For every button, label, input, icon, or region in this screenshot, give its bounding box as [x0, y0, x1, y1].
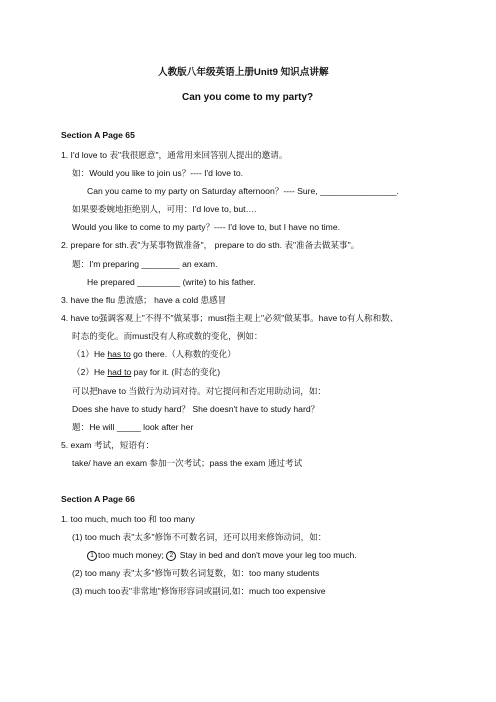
- point-2-question-1-start: 题：I'm preparing: [72, 259, 140, 269]
- point-1-example-2: Can you came to my party on Saturday afternoon？---- Sure, ________________.: [87, 186, 399, 196]
- circled-number-2: 2: [166, 551, 176, 561]
- point-2-line: 2. prepare for sth.表"为某事物做准备"， prepare to do sth. 表"准备去做某事"。: [61, 240, 360, 250]
- section-heading-page-66: Section A Page 66: [61, 494, 135, 504]
- point-1-example-1: 如：Would you like to join us？---- I'd love to.: [72, 168, 244, 178]
- point-4-question: 题：He will _____ look after her: [72, 422, 194, 432]
- p66-point-1-3: (3) much too表"非常地"修饰形容词或副词,如：much too expensive: [72, 586, 326, 596]
- section-heading-page-65: Section A Page 65: [61, 130, 135, 140]
- p66-point-1-1-example: [87, 550, 357, 561]
- point-1-example-3: Would you like to come to my party？---- I'd love to, but I have no time.: [72, 222, 340, 232]
- point-4-example-1: [72, 349, 236, 360]
- point-5-example: take/ have an exam 参加一次考试；pass the exam 通过考试: [72, 458, 303, 468]
- p66-point-1-line: 1. too much, much too 和 too many: [61, 514, 195, 524]
- point-4-line-1: 4. have to强调客观上"不得不"做某事；must指主观上"必须"做某事。have to有人称和数、: [61, 313, 399, 323]
- document-title: 人教版八年级英语上册Unit9 知识点讲解: [158, 67, 329, 78]
- p66-example-b: Stay in bed and don't move your leg too much.: [179, 550, 357, 560]
- point-4-line-2: 时态的变化。而must没有人称或数的变化，例如：: [72, 331, 263, 341]
- point-3-line: 3. have the flu 患流感； have a cold 患感冒: [61, 295, 227, 305]
- p66-point-1-1: (1) too much 表"太多"修饰不可数名词，还可以用来修饰动词，如：: [72, 532, 327, 542]
- point-1-note: 如果要委婉地拒绝别人，可用：I'd love to, but….: [72, 204, 257, 214]
- point-4-note: 可以把have to 当做行为动词对待。对它提问和否定用助动词，如：: [72, 386, 327, 396]
- point-2-question-2: He prepared _________ (write) to his father.: [87, 277, 256, 287]
- point-4-example-2-start: （2）He: [72, 367, 105, 377]
- point-1-line: 1. I'd love to 表"我很愿意"，通常用来回答别人提出的邀请。: [61, 150, 288, 160]
- point-4-example-1-underlined: has to: [107, 349, 131, 359]
- p66-point-1-2: (2) too many 表"太多"修饰可数名词复数，如：too many students: [72, 568, 320, 578]
- point-4-example-2-underlined: had to: [107, 367, 132, 377]
- point-5-line: 5. exam 考试，短语有：: [61, 440, 155, 450]
- point-4-example-2-end: pay for it. (时态的变化): [133, 367, 221, 377]
- document-subtitle: Can you come to my party?: [182, 92, 314, 103]
- point-4-example-1-start: （1）He: [72, 349, 105, 359]
- point-2-question-1-end: an exam.: [182, 259, 218, 269]
- point-4-example-2: [72, 367, 220, 378]
- circled-number-1: 1: [87, 551, 97, 561]
- point-2-question-1-blank: ________: [141, 259, 180, 269]
- point-2-question-1: [72, 259, 217, 270]
- p66-example-a: too much money;: [98, 550, 164, 560]
- point-4-example-3: Does she have to study hard？ She doesn't have to study hard？: [72, 404, 320, 414]
- point-4-example-1-end: go there.（人称数的变化）: [133, 349, 236, 359]
